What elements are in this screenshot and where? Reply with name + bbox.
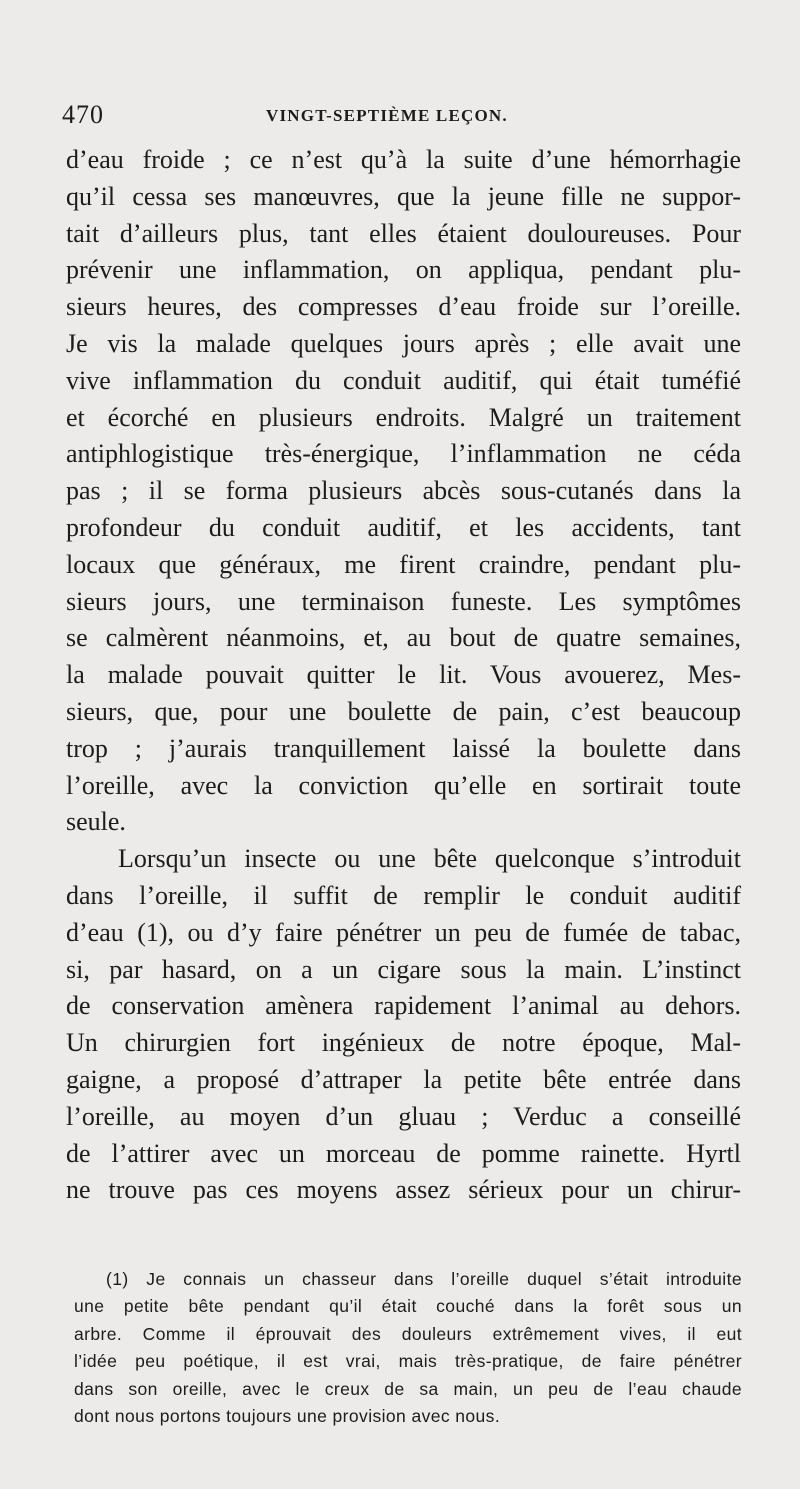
text-line: pas ; il se forma plusieurs abcès sous-cutanés dans la (66, 476, 741, 506)
footnote-line: arbre. Comme il éprouvait des douleurs extrêmement vives, il eut (74, 1323, 742, 1344)
text-line: sieurs jours, une terminaison funeste. Les symptômes (66, 586, 741, 616)
text-line: antiphlogistique très-énergique, l’inflammation ne céda (66, 439, 741, 469)
text-line: d’eau froide ; ce n’est qu’à la suite d’une hémorrhagie (66, 145, 741, 174)
text-line: d’eau (1), ou d’y faire pénétrer un peu de fumée de tabac, (66, 917, 741, 947)
text-line: et écorché en plusieurs endroits. Malgré un traitement (66, 402, 741, 432)
text-line: de l’attirer avec un morceau de pomme rainette. Hyrtl (66, 1138, 741, 1168)
text-line: qu’il cessa ses manœuvres, que la jeune fille ne suppor- (66, 181, 741, 211)
text-line: de conservation amènera rapidement l’animal au dehors. (66, 991, 741, 1021)
text-line: profondeur du conduit auditif, et les accidents, tant (66, 512, 741, 542)
page-header (62, 100, 742, 136)
footnote-line: (1) Je connais un chasseur dans l’oreille duquel s’était introduite (106, 1269, 742, 1289)
text-line: Je vis la malade quelques jours après ; elle avait une (66, 328, 741, 358)
text-line: se calmèrent néanmoins, et, au bout de quatre semaines, (66, 623, 741, 653)
text-line: l’oreille, au moyen d’un gluau ; Verduc a conseillé (66, 1101, 741, 1131)
text-line: dans l’oreille, il suffit de remplir le conduit auditif (66, 880, 741, 910)
text-line: vive inflammation du conduit auditif, qui était tuméfié (66, 365, 741, 395)
text-line: ne trouve pas ces moyens assez sérieux pour un chirur- (66, 1175, 741, 1205)
footnote-line: une petite bête pendant qu’il était couché dans la forêt sous un (74, 1296, 742, 1317)
text-line: seule. (66, 807, 126, 837)
text-line: si, par hasard, on a un cigare sous la main. L’instinct (66, 954, 741, 984)
text-line: Lorsqu’un insecte ou une bête quelconque s’introduit (118, 844, 741, 874)
text-line: sieurs heures, des compresses d’eau froide sur l’oreille. (66, 292, 741, 322)
text-line: tait d’ailleurs plus, tant elles étaient douloureuses. Pour (66, 218, 741, 248)
footnote-line: dont nous portons toujours une provision avec nous. (74, 1405, 501, 1426)
running-head: VINGT-SEPTIÈME LEÇON. (266, 106, 508, 125)
text-line: la malade pouvait quitter le lit. Vous avouerez, Mes- (66, 660, 741, 690)
text-line: sieurs, que, pour une boulette de pain, c’est beaucoup (66, 696, 741, 726)
text-line: gaigne, a proposé d’attraper la petite bête entrée dans (66, 1064, 741, 1094)
footnote (74, 1266, 742, 1430)
footnote-line: dans son oreille, avec le creux de sa main, un peu de l’eau chaude (74, 1378, 742, 1399)
footnote-line: l’idée peu poétique, il est vrai, mais très-pratique, de faire pénétrer (74, 1351, 742, 1372)
page-number: 470 (62, 100, 104, 129)
text-line: Un chirurgien fort ingénieux de notre époque, Mal- (66, 1028, 741, 1058)
text-line: trop ; j’aurais tranquillement laissé la boulette dans (66, 733, 741, 763)
main-text (66, 142, 741, 1209)
text-line: locaux que généraux, me firent craindre, pendant plu- (66, 549, 741, 579)
text-line: prévenir une inflammation, on appliqua, pendant plu- (66, 255, 741, 285)
text-line: l’oreille, avec la conviction qu’elle en sortirait toute (66, 770, 741, 800)
